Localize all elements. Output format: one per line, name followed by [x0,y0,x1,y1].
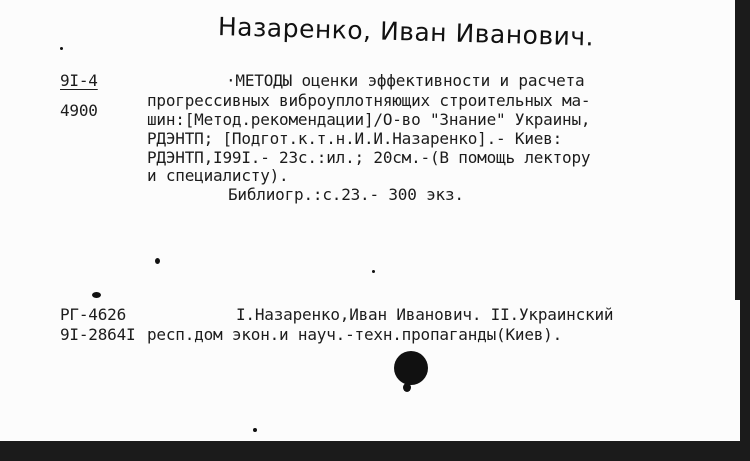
ink-speck [60,47,63,50]
description-line-4: РДЭНТП; [Подгот.к.т.н.И.И.Назаренко].- Киев: [147,129,563,148]
description-line-5: РДЭНТП,I99I.- 23с.:ил.; 20см.-(В помощь лектору [147,148,591,167]
handwritten-author-heading: Назаренко, Иван Иванович. [217,12,595,52]
call-number-bottom: 4900 [60,101,98,120]
ink-speck [155,258,160,264]
description-line-3: шин:[Метод.рекомендации]/О-во "Знание" Украины, [147,110,591,129]
card-edge-notch [716,300,740,441]
tracings-line-1: I.Назаренко,Иван Иванович. II.Украинский [236,305,614,324]
ink-speck [372,270,375,273]
ink-speck [403,383,411,392]
punch-hole-mark [394,351,428,385]
accession-number-1: РГ-4626 [60,305,127,324]
tracings-line-2: респ.дом экон.и науч.-техн.пропаганды(Киев). [147,325,563,344]
ink-speck [92,292,101,298]
description-line-1: ·МЕТОДЫ оценки эффективности и расчета [226,71,585,90]
bibliography-note: Библиогр.:с.23.- 300 экз. [228,185,464,204]
description-line-2: прогрессивных виброуплотняющих строительных ма- [147,91,591,110]
description-line-6: и специалисту). [147,166,289,185]
ink-speck [253,428,257,432]
call-number-top: 9I-4 [60,71,98,90]
accession-number-2: 9I-2864I [60,325,136,344]
scan-edge-bottom [0,441,750,461]
